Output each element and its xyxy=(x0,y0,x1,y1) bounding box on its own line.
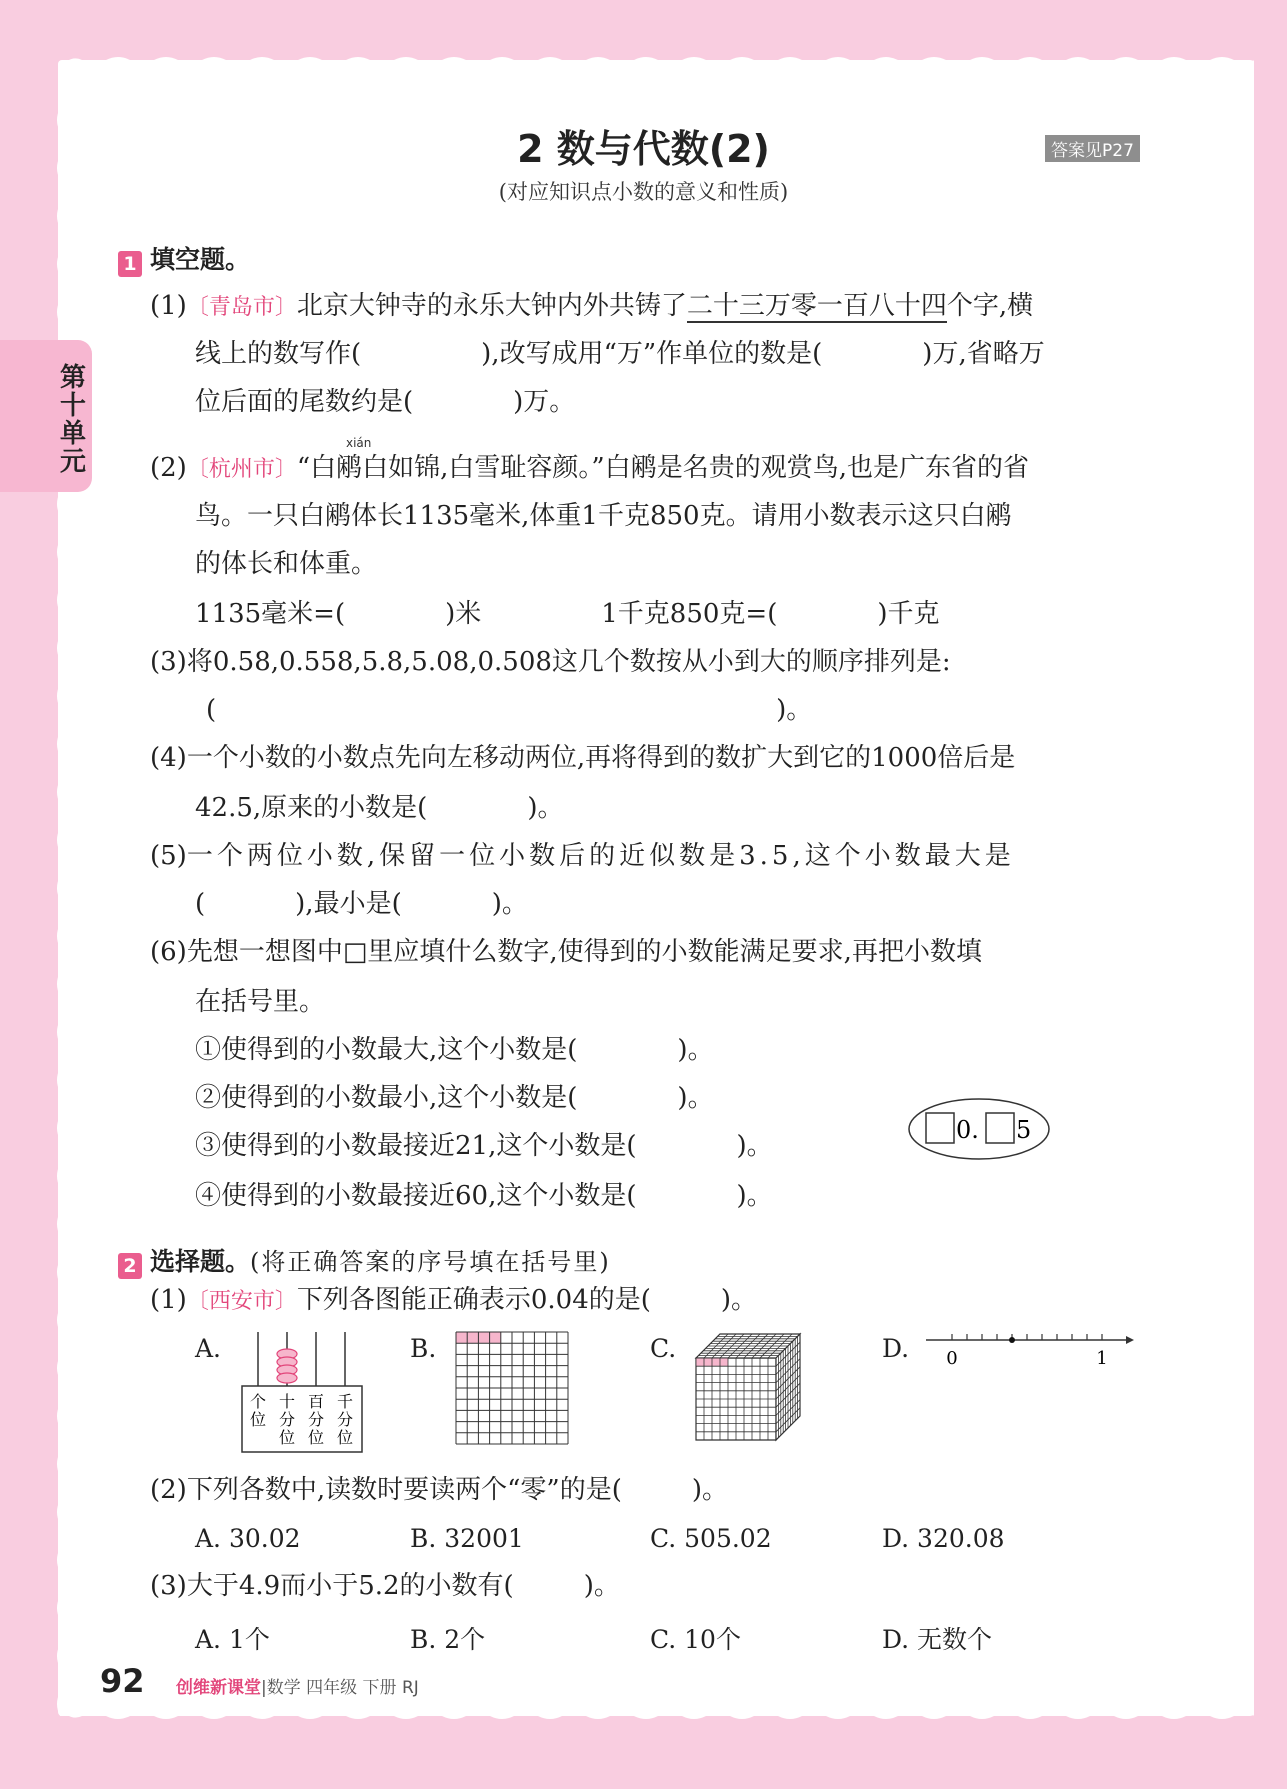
s1-q5-line2 xyxy=(195,880,528,928)
s1-q4-line1 xyxy=(150,734,1015,782)
question-text: “白鹇白如锦,白雪耻容颜。”白鹇是名贵的观赏鸟,也是广东省的省 xyxy=(296,453,1029,483)
question-text: 将0.58,0.558,5.8,5.08,0.508这几个数按从小到大的顺序排列是: xyxy=(186,647,951,677)
s1-q4-line2 xyxy=(195,784,563,832)
s1-q6-line2: 在括号里。 xyxy=(195,987,326,1017)
thousand-cube-figure xyxy=(692,1330,804,1444)
s2-q2-option-b[interactable]: B. 32001 xyxy=(410,1524,524,1553)
question-text: )。 xyxy=(491,889,528,919)
footer-brand: 创维新课堂 xyxy=(176,1678,261,1698)
s2-q1-line xyxy=(150,1276,757,1326)
question-text: ),改写成用“万”作单位的数是( xyxy=(481,339,823,369)
abacus-label: 个 xyxy=(249,1392,267,1411)
s2-q2-option-a[interactable]: A. 30.02 xyxy=(195,1524,301,1553)
footer-course: |数学 四年级 下册 RJ xyxy=(261,1678,419,1698)
hundred-grid-figure xyxy=(454,1330,572,1446)
question-text: )。 xyxy=(776,695,813,725)
question-text: )。 xyxy=(720,1285,758,1315)
section1-title: 填空题。 xyxy=(150,245,251,274)
section2-note: (将正确答案的序号填在括号里) xyxy=(250,1248,611,1276)
question-text: 一个小数的小数点先向左移动两位,再将得到的数扩大到它的1000倍后是 xyxy=(186,743,1016,773)
digit-box xyxy=(986,1113,1014,1143)
s1-q3-line1 xyxy=(150,638,951,686)
s1-q1-line3 xyxy=(195,378,575,426)
abacus-label: 位 xyxy=(336,1428,354,1447)
digit-box-figure xyxy=(906,1096,1052,1162)
s2-q3-option-a[interactable]: A. 1个 xyxy=(195,1625,270,1654)
unit-side-tab xyxy=(0,340,92,492)
region-tag: 〔青岛市〕 xyxy=(186,295,297,320)
s1-q6-sub1 xyxy=(195,1026,714,1074)
question-text: )。 xyxy=(736,1131,773,1161)
s1-q1-line2 xyxy=(195,330,1045,378)
question-text: )。 xyxy=(677,1035,714,1065)
s1-q6-line1 xyxy=(150,928,982,976)
question-text: ①使得到的小数最大,这个小数是( xyxy=(195,1035,578,1065)
question-text: ( xyxy=(195,889,206,919)
question-number: (6) xyxy=(150,937,187,967)
s1-q6-sub2 xyxy=(195,1074,714,1122)
question-text: )万,省略万 xyxy=(922,339,1045,369)
question-text: )。 xyxy=(691,1475,728,1505)
option-a-label[interactable]: A. xyxy=(195,1334,222,1363)
section2-title: 选择题。 xyxy=(150,1247,251,1276)
question-number: (1) xyxy=(150,1285,187,1315)
question-text: 1千克850克=( xyxy=(601,599,778,629)
s1-q3-line2 xyxy=(206,686,812,734)
question-number: (4) xyxy=(150,743,187,773)
s2-q2-option-c[interactable]: C. 505.02 xyxy=(650,1524,772,1553)
abacus-label: 位 xyxy=(249,1410,267,1429)
question-text: 下列各图能正确表示0.04的是( xyxy=(296,1285,651,1315)
s2-q3-option-b[interactable]: B. 2个 xyxy=(410,1625,486,1654)
question-text: 42.5,原来的小数是( xyxy=(195,793,428,823)
question-number: (2) xyxy=(150,1475,187,1505)
question-text: )。 xyxy=(736,1181,773,1211)
number-line-point xyxy=(1009,1337,1015,1343)
s2-q3-option-d[interactable]: D. 无数个 xyxy=(882,1625,993,1654)
question-text: ④使得到的小数最接近60,这个小数是( xyxy=(195,1181,637,1211)
region-tag: 〔西安市〕 xyxy=(186,1289,297,1314)
question-text: 位后面的尾数约是( xyxy=(195,387,414,417)
question-text: 北京大钟寺的永乐大钟内外共铸了 xyxy=(296,291,687,321)
option-d-label[interactable]: D. xyxy=(882,1334,910,1363)
s1-q6-sub4 xyxy=(195,1172,773,1220)
abacus-beads xyxy=(277,1349,297,1383)
question-text: ),最小是( xyxy=(295,889,402,919)
figure-decimal-text: 0. xyxy=(956,1116,979,1144)
s1-q2-line4 xyxy=(195,590,940,638)
section1-heading xyxy=(118,240,250,277)
question-text: 一个两位小数,保留一位小数后的近似数是3.5,这个小数最大是 xyxy=(186,841,1015,871)
question-text: ②使得到的小数最小,这个小数是( xyxy=(195,1083,578,1113)
question-number: (2) xyxy=(150,453,187,483)
abacus-label: 分 xyxy=(336,1410,354,1429)
unit-label: 第十单元 xyxy=(59,363,86,477)
question-number: (5) xyxy=(150,841,187,871)
option-c-label[interactable]: C. xyxy=(650,1334,677,1363)
abacus-label: 分 xyxy=(278,1410,296,1429)
s1-q2-line1 xyxy=(150,444,1029,494)
region-tag: 〔杭州市〕 xyxy=(186,457,297,482)
page-subtitle: (对应知识点小数的意义和性质) xyxy=(498,180,789,204)
number-line-label-0: 0 xyxy=(946,1348,958,1369)
question-number: (1) xyxy=(150,291,187,321)
question-text: )米 xyxy=(445,599,482,629)
section1-number: 1 xyxy=(118,251,142,277)
question-text: )。 xyxy=(527,793,564,823)
s2-q2-line xyxy=(150,1466,728,1514)
question-text: 个字,横 xyxy=(946,291,1034,321)
question-text: ③使得到的小数最接近21,这个小数是( xyxy=(195,1131,637,1161)
section2-number: 2 xyxy=(118,1253,142,1279)
abacus-label: 十 xyxy=(278,1392,296,1411)
question-text: )万。 xyxy=(513,387,576,417)
abacus-label: 位 xyxy=(278,1428,296,1447)
s1-q2-line2: 鸟。一只白鹇体长1135毫米,体重1千克850克。请用小数表示这只白鹇 xyxy=(195,501,1012,531)
s2-q2-option-d[interactable]: D. 320.08 xyxy=(882,1524,1005,1553)
underlined-number-text: 二十三万零一百八十四 xyxy=(686,291,947,321)
number-line-label-1: 1 xyxy=(1096,1348,1108,1369)
option-b-label[interactable]: B. xyxy=(410,1334,437,1363)
question-text: )千克 xyxy=(877,599,940,629)
number-line-figure xyxy=(924,1328,1134,1378)
question-text: 1135毫米=( xyxy=(195,599,346,629)
question-text: )。 xyxy=(583,1571,620,1601)
question-number: (3) xyxy=(150,647,187,677)
abacus-label: 位 xyxy=(307,1428,325,1447)
pinyin-annotation: xián xyxy=(346,436,372,450)
s1-q5-line1 xyxy=(150,832,1015,880)
page-title: 2 数与代数(2) xyxy=(517,127,770,171)
question-text: 大于4.9而小于5.2的小数有( xyxy=(186,1571,514,1601)
s1-q2-line3: 的体长和体重。 xyxy=(195,549,378,579)
abacus-label: 百 xyxy=(307,1392,325,1411)
question-text: 先想一想图中□里应填什么数字,使得到的小数能满足要求,再把小数填 xyxy=(186,937,982,967)
question-text: 线上的数写作( xyxy=(195,339,362,369)
question-text: )。 xyxy=(677,1083,714,1113)
abacus-label: 分 xyxy=(307,1410,325,1429)
footer-info xyxy=(176,1673,419,1698)
answer-reference-badge: 答案见P27 xyxy=(1045,135,1140,162)
s1-q6-sub3 xyxy=(195,1122,773,1170)
s2-q3-line xyxy=(150,1562,620,1610)
s2-q3-option-c[interactable]: C. 10个 xyxy=(650,1625,741,1654)
question-number: (3) xyxy=(150,1571,187,1601)
question-text: ( xyxy=(206,695,217,725)
abacus-label: 千 xyxy=(336,1392,354,1411)
digit-box xyxy=(926,1113,954,1143)
figure-digit-text: 5 xyxy=(1016,1116,1032,1144)
page-number: 92 xyxy=(100,1662,145,1700)
s1-q1-line1 xyxy=(150,282,1033,332)
question-text: 下列各数中,读数时要读两个“零”的是( xyxy=(186,1475,622,1505)
abacus-figure xyxy=(238,1330,366,1456)
